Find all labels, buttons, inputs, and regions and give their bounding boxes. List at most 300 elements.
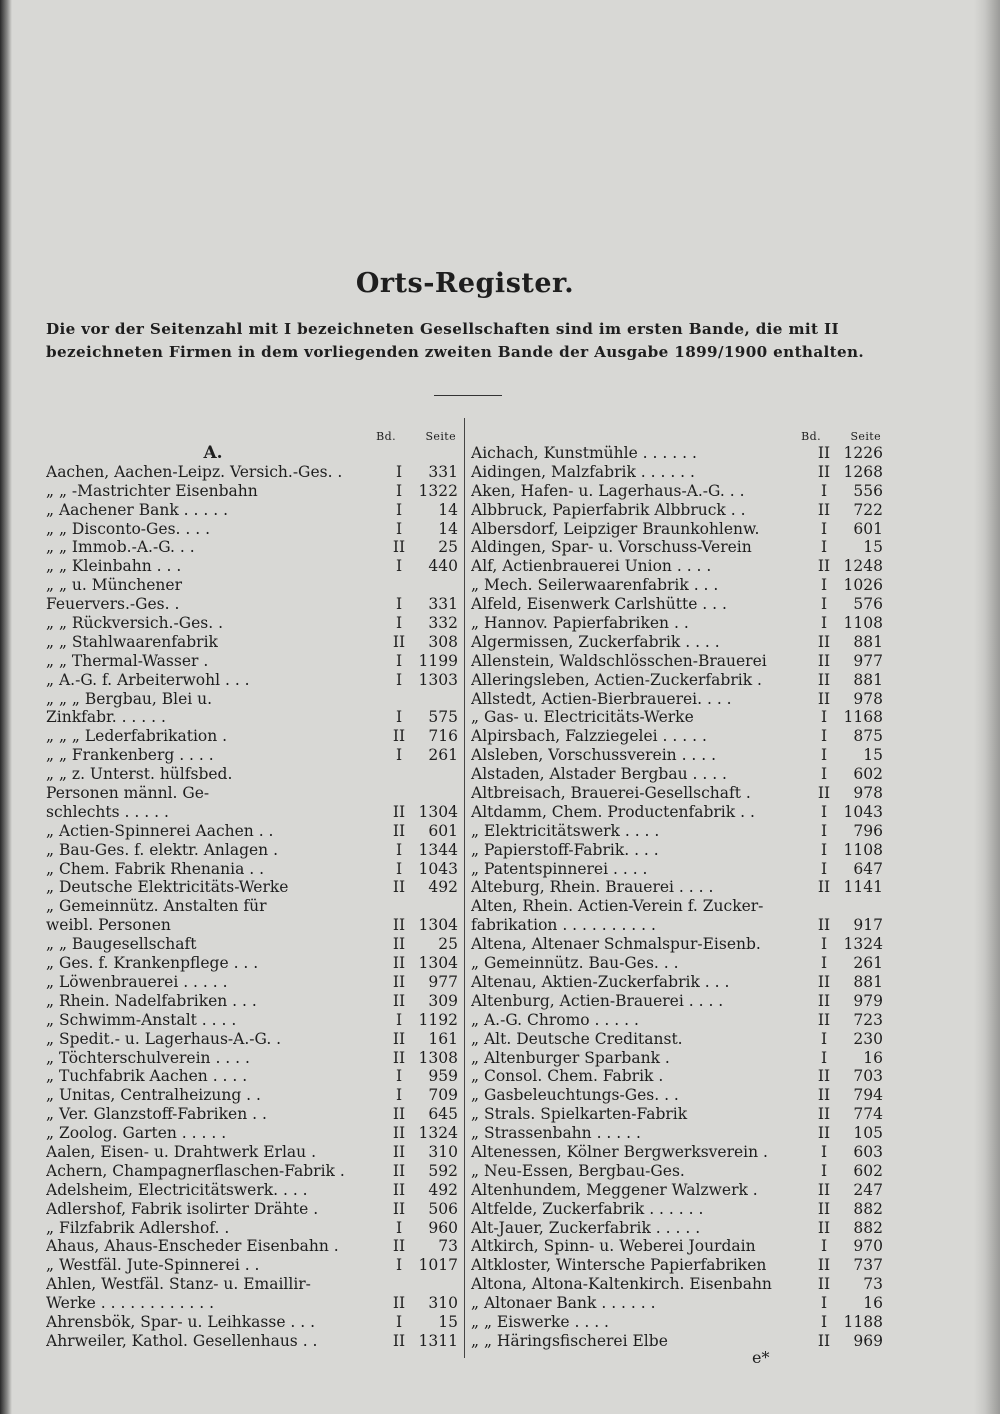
entry-name: Adelsheim, Electricitätswerk. . . . [46, 1180, 308, 1199]
register-entry [46, 1313, 458, 1332]
entry-name: „ Consol. Chem. Fabrik . [471, 1067, 664, 1086]
entry-volume: II [392, 1142, 406, 1161]
register-entry [46, 1294, 458, 1313]
register-entry [46, 633, 458, 652]
entry-name: „ Altenburger Sparbank . [471, 1048, 670, 1067]
entry-volume: I [820, 954, 828, 973]
entry-volume: II [817, 878, 831, 897]
register-entry [46, 1105, 458, 1124]
entry-page: 722 [853, 500, 883, 519]
register-entry [46, 538, 458, 557]
register-entry [471, 444, 883, 463]
entry-name: „ Bau-Ges. f. elektr. Anlagen . [46, 840, 279, 859]
entry-name: Algermissen, Zuckerfabrik . . . . [471, 632, 720, 651]
entry-volume: I [395, 1218, 403, 1237]
entry-name: „ Neu-Essen, Bergbau-Ges. [471, 1161, 685, 1180]
register-entry [471, 860, 883, 879]
entry-page: 977 [428, 972, 458, 991]
entry-volume: I [395, 519, 403, 538]
entry-volume: II [392, 991, 406, 1010]
entry-name: „ „ z. Unterst. hülfsbed. [46, 765, 233, 784]
register-entry [46, 501, 458, 520]
register-entry [471, 784, 883, 803]
register-entry [471, 841, 883, 860]
entry-name: „ Spedit.- u. Lagerhaus-A.-G. . [46, 1029, 282, 1048]
entry-name: Ahaus, Ahaus-Enscheder Eisenbahn . [46, 1237, 339, 1256]
entry-volume: I [820, 708, 828, 727]
entry-name: Allenstein, Waldschlösschen-Brauerei [471, 651, 767, 670]
entry-page: 978 [853, 784, 883, 803]
right-column [471, 428, 883, 1351]
entry-name: „ „ Thermal-Wasser . [46, 651, 209, 670]
register-entry [46, 595, 458, 614]
entry-name: „ „ Rückversich.-Ges. . [46, 614, 224, 633]
register-entry [471, 1313, 883, 1332]
entry-volume: I [820, 1237, 828, 1256]
entry-page: 1324 [418, 1124, 458, 1143]
entry-page: 576 [853, 595, 883, 614]
entry-page: 881 [853, 972, 883, 991]
entry-name: Albersdorf, Leipziger Braunkohlenw. [471, 519, 760, 538]
entry-name: schlechts . . . . . [46, 802, 169, 821]
entry-page: 15 [863, 746, 883, 765]
entry-name: Feuervers.-Ges. . [46, 595, 180, 614]
entry-page: 310 [428, 1142, 458, 1161]
entry-volume: II [817, 784, 831, 803]
entry-page: 881 [853, 632, 883, 651]
entry-name: „ Tuchfabrik Aachen . . . . [46, 1067, 248, 1086]
register-entry [46, 1049, 458, 1068]
entry-page: 882 [853, 1218, 883, 1237]
entry-page: 592 [428, 1161, 458, 1180]
entry-name: Adlershof, Fabrik isolirter Drähte . [46, 1199, 319, 1218]
register-entry [471, 595, 883, 614]
entry-volume: I [820, 746, 828, 765]
entry-volume: II [817, 651, 831, 670]
register-entry [471, 1124, 883, 1143]
entry-name: Aachen, Aachen-Leipz. Versich.-Ges. . [46, 462, 343, 481]
entry-name: fabrikation . . . . . . . . . . [471, 916, 656, 935]
entry-volume: I [820, 821, 828, 840]
entry-page: 331 [428, 462, 458, 481]
register-entry [46, 1219, 458, 1238]
entry-name: Achern, Champagnerflaschen-Fabrik . [46, 1161, 345, 1180]
register-entry [471, 652, 883, 671]
register-entry [46, 784, 458, 803]
register-entry [471, 538, 883, 557]
entry-name: Aldingen, Spar- u. Vorschuss-Verein [471, 538, 752, 557]
register-entry [471, 1256, 883, 1275]
entry-page: 25 [438, 935, 458, 954]
register-entry [471, 671, 883, 690]
entry-name: Ahrweiler, Kathol. Gesellenhaus . . [46, 1331, 318, 1350]
entry-name: „ Mech. Seilerwaarenfabrik . . . [471, 576, 719, 595]
entry-name: „ A.-G. f. Arbeiterwohl . . . [46, 670, 250, 689]
register-entry [46, 916, 458, 935]
entry-name: Altona, Altona-Kaltenkirch. Eisenbahn [471, 1275, 772, 1294]
register-entry [471, 1086, 883, 1105]
entry-page: 1043 [843, 802, 883, 821]
entry-volume: II [817, 1180, 831, 1199]
register-entry [471, 576, 883, 595]
register-entry [46, 1237, 458, 1256]
entry-volume: I [820, 576, 828, 595]
entry-volume: I [820, 765, 828, 784]
entry-volume: I [395, 840, 403, 859]
entry-page: 310 [428, 1294, 458, 1313]
register-entry [46, 822, 458, 841]
entry-volume: II [817, 689, 831, 708]
entry-name: „ Strassenbahn . . . . . [471, 1124, 641, 1143]
entry-name: „ „ Eiswerke . . . . [471, 1312, 609, 1331]
entry-name: Alpirsbach, Falzziegelei . . . . . [471, 727, 707, 746]
register-entry [471, 1030, 883, 1049]
left-column-header [46, 428, 458, 444]
entry-volume: I [820, 1029, 828, 1048]
register-entry [471, 1067, 883, 1086]
entry-name: „ Chem. Fabrik Rhenania . . [46, 859, 265, 878]
entry-name: „ Papierstoff-Fabrik. . . . [471, 840, 659, 859]
entry-volume: II [817, 462, 831, 481]
register-entry [46, 878, 458, 897]
entry-page: 1199 [418, 651, 458, 670]
entry-volume: II [392, 802, 406, 821]
entry-page: 15 [438, 1312, 458, 1331]
register-entry [471, 614, 883, 633]
entry-name: Werke . . . . . . . . . . . . [46, 1294, 215, 1313]
entry-volume: II [392, 972, 406, 991]
entry-name: Alfeld, Eisenwerk Carlshütte . . . [471, 595, 727, 614]
entry-name: Altena, Altenaer Schmalspur-Eisenb. [471, 935, 761, 954]
entry-name: „ Rhein. Nadelfabriken . . . [46, 991, 257, 1010]
entry-page: 1344 [418, 840, 458, 859]
entry-name: „ „ u. Münchener [46, 576, 182, 595]
entry-name: Aichach, Kunstmühle . . . . . . [471, 444, 697, 462]
entry-page: 492 [428, 1180, 458, 1199]
entry-volume: I [395, 1086, 403, 1105]
entry-name: Allstedt, Actien-Bierbrauerei. . . . [471, 689, 732, 708]
entry-name: „ „ Baugesellschaft [46, 935, 197, 954]
register-entry [471, 746, 883, 765]
entry-page: 601 [428, 821, 458, 840]
register-entry [471, 954, 883, 973]
entry-page: 1168 [843, 708, 883, 727]
register-entry [46, 708, 458, 727]
register-entry [46, 860, 458, 879]
entry-name: „ Ges. f. Krankenpflege . . . [46, 954, 259, 973]
entry-page: 1192 [418, 1010, 458, 1029]
header-seite: Seite [425, 430, 456, 443]
entry-name: Alleringsleben, Actien-Zuckerfabrik . [471, 670, 762, 689]
entry-volume: I [820, 1142, 828, 1161]
entry-name: „ Löwenbrauerei . . . . . [46, 972, 228, 991]
entry-volume: II [392, 1199, 406, 1218]
entry-name: Aken, Hafen- u. Lagerhaus-A.-G. . . [471, 481, 745, 500]
entry-page: 601 [853, 519, 883, 538]
entry-volume: I [395, 708, 403, 727]
entry-name: „ „ Disconto-Ges. . . . [46, 519, 211, 538]
scan-edge-right [974, 0, 1000, 1414]
entry-name: „ Hannov. Papierfabriken . . [471, 614, 689, 633]
register-entry [46, 614, 458, 633]
entry-page: 25 [438, 538, 458, 557]
entry-page: 875 [853, 727, 883, 746]
entry-volume: II [392, 1048, 406, 1067]
entry-page: 970 [853, 1237, 883, 1256]
register-entry [471, 1200, 883, 1219]
register-entry [471, 1275, 883, 1294]
entry-page: 1322 [418, 481, 458, 500]
register-entry [46, 557, 458, 576]
entry-volume: I [820, 1312, 828, 1331]
entry-name: „ Gemeinnütz. Bau-Ges. . . [471, 954, 679, 973]
register-entry [471, 633, 883, 652]
register-entry [46, 652, 458, 671]
entry-name: Alsleben, Vorschussverein . . . . [471, 746, 717, 765]
entry-volume: II [817, 1331, 831, 1350]
entry-name: Altdamm, Chem. Productenfabrik . . [471, 802, 755, 821]
entry-name: „ „ Häringsfischerei Elbe [471, 1331, 668, 1350]
register-entry [46, 482, 458, 501]
entry-page: 774 [853, 1105, 883, 1124]
entry-volume: I [820, 727, 828, 746]
entry-name: „ Alt. Deutsche Creditanst. [471, 1029, 683, 1048]
entry-page: 969 [853, 1331, 883, 1350]
entry-page: 1043 [418, 859, 458, 878]
entry-volume: II [392, 1124, 406, 1143]
entry-page: 979 [853, 991, 883, 1010]
entry-page: 1248 [843, 557, 883, 576]
entry-volume: II [392, 1331, 406, 1350]
entry-name: Altkloster, Wintersche Papierfabriken [471, 1256, 767, 1275]
entry-volume: II [817, 1218, 831, 1237]
entry-volume: II [392, 1029, 406, 1048]
entry-volume: II [392, 916, 406, 935]
entry-page: 723 [853, 1010, 883, 1029]
right-entries [471, 444, 883, 1351]
entry-volume: II [817, 1199, 831, 1218]
entry-volume: I [395, 500, 403, 519]
entry-name: „ „ Frankenberg . . . . [46, 746, 214, 765]
entry-volume: I [820, 1048, 828, 1067]
entry-volume: II [817, 557, 831, 576]
register-entry [46, 463, 458, 482]
scan-edge-left [0, 0, 12, 1414]
page-title: Orts-Register. [355, 268, 575, 299]
entry-page: 247 [853, 1180, 883, 1199]
entry-page: 105 [853, 1124, 883, 1143]
register-entry [46, 1256, 458, 1275]
register-entry [471, 1143, 883, 1162]
entry-name: weibl. Personen [46, 916, 171, 935]
entry-name: Zinkfabr. . . . . . [46, 708, 166, 727]
register-entry [46, 1030, 458, 1049]
entry-name: „ Deutsche Elektricitäts-Werke [46, 878, 289, 897]
entry-name: A. [203, 444, 223, 463]
entry-volume: I [820, 614, 828, 633]
entry-page: 73 [863, 1275, 883, 1294]
entry-name: „ Westfäl. Jute-Spinnerei . . [46, 1256, 260, 1275]
entry-name: „ Actien-Spinnerei Aachen . . [46, 821, 274, 840]
register-entry [46, 935, 458, 954]
entry-name: „ „ Stahlwaarenfabrik [46, 632, 218, 651]
register-entry [471, 1294, 883, 1313]
entry-volume: II [392, 1180, 406, 1199]
entry-volume: II [817, 1124, 831, 1143]
register-entry [471, 557, 883, 576]
column-divider [464, 418, 465, 1358]
entry-page: 14 [438, 500, 458, 519]
entry-volume: I [395, 1067, 403, 1086]
entry-volume: II [392, 632, 406, 651]
entry-volume: II [817, 670, 831, 689]
register-entry [471, 878, 883, 897]
register-entry [46, 520, 458, 539]
register-entry [471, 463, 883, 482]
entry-page: 261 [428, 746, 458, 765]
entry-name: Altbreisach, Brauerei-Gesellschaft . [471, 784, 751, 803]
register-entry [471, 520, 883, 539]
register-entry [471, 897, 883, 916]
entry-page: 332 [428, 614, 458, 633]
entry-page: 1017 [418, 1256, 458, 1275]
entry-volume: II [817, 500, 831, 519]
register-entry [46, 954, 458, 973]
register-entry [46, 671, 458, 690]
entry-name: „ „ „ Lederfabrikation . [46, 727, 228, 746]
register-entry [46, 1162, 458, 1181]
entry-page: 331 [428, 595, 458, 614]
entry-page: 1108 [843, 614, 883, 633]
entry-page: 308 [428, 632, 458, 651]
register-entry [471, 1332, 883, 1351]
entry-volume: II [817, 1256, 831, 1275]
entry-volume: I [395, 614, 403, 633]
entry-name: Altenessen, Kölner Bergwerksverein . [471, 1142, 768, 1161]
entry-name: „ Patentspinnerei . . . . [471, 859, 648, 878]
entry-volume: II [392, 1294, 406, 1313]
entry-volume: II [817, 916, 831, 935]
entry-page: 1303 [418, 670, 458, 689]
intro-text: Die vor der Seitenzahl mit I bezeichneten Gesellschaften sind im ersten Bande, die mit II bezeichneten Firmen in dem vorliegenden zweiten Bande der Ausgabe 1899/1900 enthalten. [46, 320, 865, 361]
entry-volume: II [392, 727, 406, 746]
register-entry [46, 727, 458, 746]
entry-page: 1304 [418, 916, 458, 935]
entry-volume: II [817, 1010, 831, 1029]
entry-volume: I [395, 859, 403, 878]
entry-name: Altenburg, Actien-Brauerei . . . . [471, 991, 724, 1010]
register-entry [471, 1219, 883, 1238]
register-entry [471, 1237, 883, 1256]
entry-volume: II [817, 1105, 831, 1124]
entry-volume: I [395, 651, 403, 670]
entry-name: „ A.-G. Chromo . . . . . [471, 1010, 639, 1029]
entry-name: Altfelde, Zuckerfabrik . . . . . . [471, 1199, 704, 1218]
entry-name: „ Strals. Spielkarten-Fabrik [471, 1105, 688, 1124]
entry-volume: I [820, 859, 828, 878]
entry-name: „ Unitas, Centralheizung . . [46, 1086, 261, 1105]
entry-page: 978 [853, 689, 883, 708]
entry-page: 1141 [843, 878, 883, 897]
entry-page: 16 [863, 1048, 883, 1067]
entry-volume: I [820, 1161, 828, 1180]
register-entry [471, 482, 883, 501]
entry-volume: II [392, 1105, 406, 1124]
entry-volume: I [395, 746, 403, 765]
entry-name: „ Gas- u. Electricitäts-Werke [471, 708, 694, 727]
header-bd: Bd. [801, 430, 821, 443]
register-entry [471, 727, 883, 746]
left-column [46, 428, 458, 1351]
entry-name: Alten, Rhein. Actien-Verein f. Zucker- [471, 897, 764, 916]
register-entry [46, 1067, 458, 1086]
entry-page: 16 [863, 1294, 883, 1313]
entry-volume: I [820, 1294, 828, 1313]
entry-name: „ Zoolog. Garten . . . . . [46, 1124, 227, 1143]
entry-volume: II [392, 1237, 406, 1256]
entry-name: „ Aachener Bank . . . . . [46, 500, 228, 519]
entry-volume: II [392, 954, 406, 973]
entry-volume: II [392, 538, 406, 557]
entry-volume: II [392, 878, 406, 897]
entry-volume: I [395, 462, 403, 481]
register-entry [471, 1181, 883, 1200]
entry-volume: I [395, 1010, 403, 1029]
entry-name: „ „ „ Bergbau, Blei u. [46, 689, 213, 708]
entry-name: Personen männl. Ge- [46, 784, 210, 803]
entry-page: 492 [428, 878, 458, 897]
entry-page: 882 [853, 1199, 883, 1218]
entry-page: 1226 [843, 444, 883, 462]
register-entry [46, 746, 458, 765]
register-entry [471, 1162, 883, 1181]
section-letter [46, 444, 458, 463]
register-entry [46, 803, 458, 822]
entry-volume: II [392, 935, 406, 954]
entry-volume: I [820, 481, 828, 500]
register-entry [471, 803, 883, 822]
register-entry [46, 1143, 458, 1162]
entry-name: Alt-Jauer, Zuckerfabrik . . . . . [471, 1218, 701, 1237]
entry-name: Albbruck, Papierfabrik Albbruck . . [471, 500, 746, 519]
entry-name: „ „ Immob.-A.-G. . . [46, 538, 195, 557]
entry-page: 73 [438, 1237, 458, 1256]
left-entries [46, 444, 458, 1351]
entry-page: 1188 [843, 1312, 883, 1331]
entry-name: „ „ Kleinbahn . . . [46, 557, 182, 576]
register-entry [46, 576, 458, 595]
entry-name: Altkirch, Spinn- u. Weberei Jourdain [471, 1237, 756, 1256]
entry-page: 440 [428, 557, 458, 576]
entry-volume: II [817, 632, 831, 651]
register-entry [46, 841, 458, 860]
entry-name: „ Gasbeleuchtungs-Ges. . . [471, 1086, 679, 1105]
entry-page: 1324 [843, 935, 883, 954]
register-entry [471, 1049, 883, 1068]
signature-mark: e* [752, 1348, 770, 1367]
entry-name: „ Ver. Glanzstoff-Fabriken . . [46, 1105, 267, 1124]
entry-page: 602 [853, 1161, 883, 1180]
entry-page: 1304 [418, 954, 458, 973]
register-entry [471, 992, 883, 1011]
entry-page: 917 [853, 916, 883, 935]
register-entry [46, 1011, 458, 1030]
entry-page: 556 [853, 481, 883, 500]
entry-volume: I [395, 1256, 403, 1275]
entry-page: 602 [853, 765, 883, 784]
entry-name: Ahlen, Westfäl. Stanz- u. Emaillir- [46, 1275, 311, 1294]
entry-page: 737 [853, 1256, 883, 1275]
